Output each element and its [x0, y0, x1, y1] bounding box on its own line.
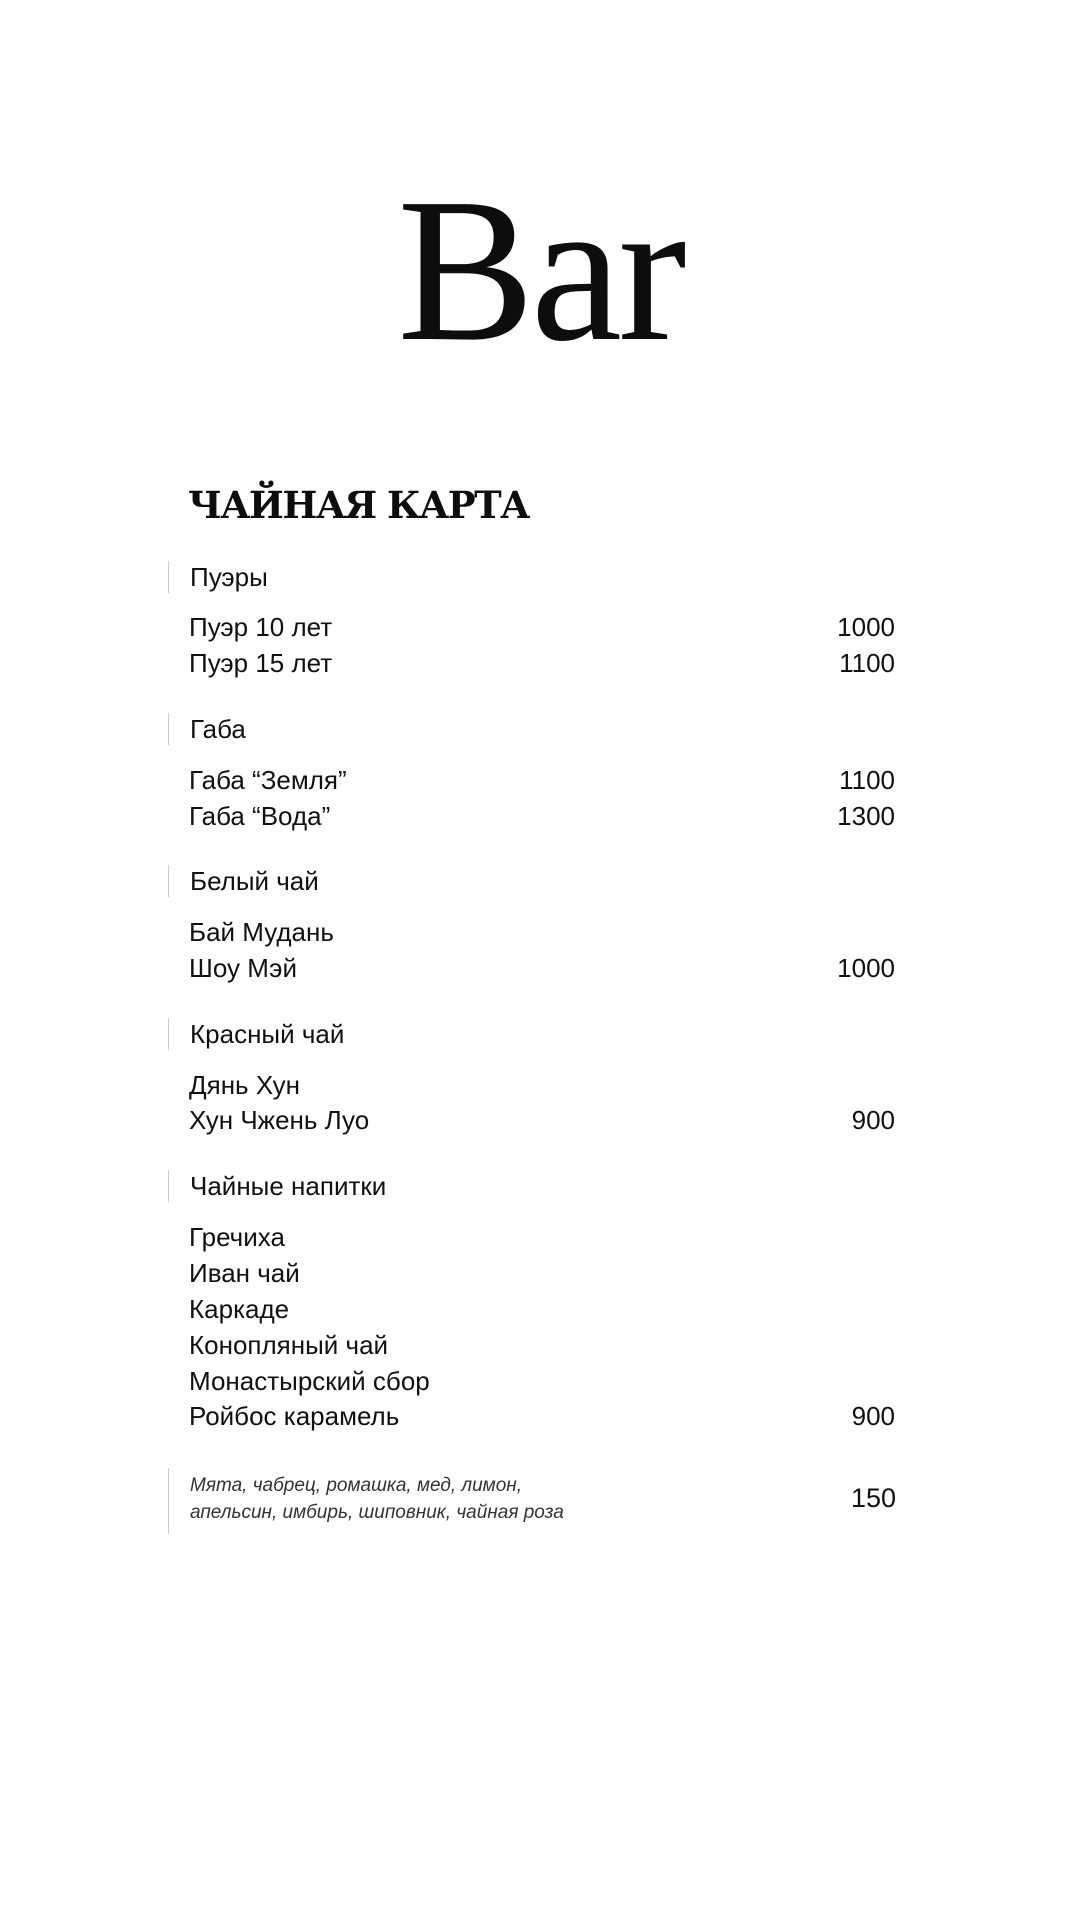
menu-item	[189, 950, 895, 986]
category-label: Габа	[190, 714, 246, 744]
menu-item	[189, 914, 895, 950]
section-heading: ЧАЙНАЯ КАРТА	[188, 483, 529, 527]
item-name: Габа “Земля”	[189, 765, 347, 795]
item-price: 1100	[839, 648, 895, 678]
category-label: Чайные напитки	[190, 1171, 387, 1201]
item-name: Конопляный чай	[189, 1330, 389, 1360]
menu-item	[189, 1255, 895, 1291]
item-name: Шоу Мэй	[189, 953, 297, 983]
item-price: 900	[851, 1401, 895, 1431]
menu-item	[189, 1067, 895, 1103]
menu-item	[189, 1363, 895, 1399]
menu-item	[189, 645, 895, 681]
category-label: Пуэры	[190, 562, 268, 592]
menu-item	[189, 1291, 895, 1327]
category-white-tea	[168, 865, 319, 897]
item-price: 1100	[839, 765, 895, 795]
item-name: Гречиха	[189, 1222, 285, 1252]
category-label: Красный чай	[190, 1019, 345, 1049]
menu-item	[189, 1327, 895, 1363]
item-price: 1300	[837, 801, 895, 831]
item-name: Габа “Вода”	[189, 801, 331, 831]
menu-item	[189, 1102, 895, 1138]
menu-item	[189, 609, 895, 645]
item-name: Бай Мудань	[189, 917, 334, 947]
page-title: Bar	[397, 155, 683, 384]
category-tea-drinks	[168, 1170, 387, 1202]
item-name: Пуэр 15 лет	[189, 648, 333, 678]
item-name: Дянь Хун	[189, 1070, 300, 1100]
item-price: 1000	[837, 953, 895, 983]
item-name: Каркаде	[189, 1294, 290, 1324]
item-name: Ройбос карамель	[189, 1401, 400, 1431]
item-price: 900	[851, 1105, 895, 1135]
additions-note	[168, 1468, 896, 1534]
additions-price: 150	[850, 1483, 896, 1513]
menu-item	[189, 1398, 895, 1434]
item-price: 1000	[837, 612, 895, 642]
category-label: Белый чай	[190, 866, 319, 896]
item-name: Монастырский сбор	[189, 1366, 430, 1396]
menu-item	[189, 798, 895, 834]
item-name: Пуэр 10 лет	[189, 612, 333, 642]
menu-item	[189, 762, 895, 798]
additions-line-2: апельсин, имбирь, шиповник, чайная роза	[190, 1502, 564, 1523]
category-puer	[168, 561, 268, 593]
additions-text	[190, 1472, 564, 1526]
category-red-tea	[168, 1018, 345, 1050]
category-gaba	[168, 713, 246, 745]
item-name: Иван чай	[189, 1258, 300, 1288]
menu-item	[189, 1219, 895, 1255]
additions-line-1: Мята, чабрец, ромашка, мед, лимон,	[190, 1475, 522, 1496]
item-name: Хун Чжень Луо	[189, 1105, 370, 1135]
